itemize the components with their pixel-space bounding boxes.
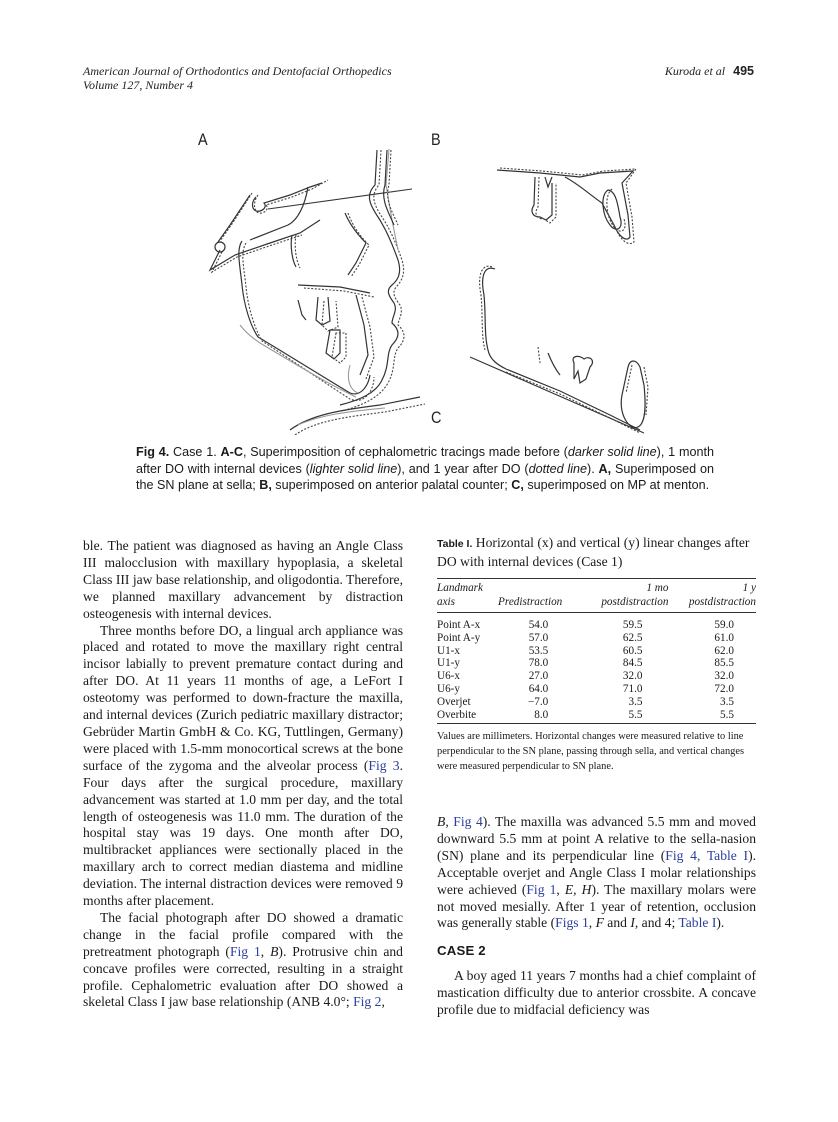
paragraph: Three months before DO, a lingual arch appliance was placed and rotated to move the maxillary right central incisor labially to prevent premature contact during and after DO. At 11 years 11 months of age, a LeFort I osteotomy was performed to down-fracture the maxilla, and internal devices (Zurich pediatric maxillary distractor; Gebrüder Martin GmbH & Co. KG, Tuttlingen, Germany) were placed with 1.5-mm monocortical screws at the bone surface of the zygoma and the alveolar process (Fig 3. Four days after the surgical procedure, maxillary advancement was started at 1.0 mm per day, and the total length of osteogenesis was 11.0 mm. The duration of the hospital stay was 19 days. One month after DO, multibracket appliances were sectionally placed in the maxillary arch to correct median diastema and midline deviation. The internal distraction devices were removed 9 months after placement. <box>83 622 403 909</box>
paragraph: ble. The patient was diagnosed as having an Angle Class III malocclusion with maxillary hypoplasia, a skeletal Class III jaw base relationship, and oligodontia. Therefore, we planned maxillary advancement by distraction osteogenesis with internal devices. <box>83 538 403 621</box>
panel-label-c: C <box>431 408 442 427</box>
header-1y: 1 y postdistraction <box>688 582 756 608</box>
fig2-link[interactable]: Fig 2 <box>353 994 382 1010</box>
table-row: U1-x 53.5 60.5 62.0 <box>437 644 734 657</box>
header-1mo: 1 mo postdistraction <box>601 582 669 608</box>
panel-label-b: B <box>431 130 441 149</box>
table1-link[interactable]: Table I <box>678 915 717 931</box>
fig4-link[interactable]: Fig 4 <box>453 814 483 829</box>
authors: Kuroda et al <box>664 64 726 78</box>
right-column <box>437 814 756 1019</box>
table-label: Table I. <box>437 538 473 550</box>
table-row: U6-x 27.0 32.0 32.0 <box>437 670 734 683</box>
table-title: Table I. Horizontal (x) and vertical (y) linear changes after DO with internal devices (Case 1) <box>437 535 750 569</box>
panel-c-tracing <box>440 255 700 435</box>
table-row: Point A-y 57.0 62.5 61.0 <box>437 631 734 644</box>
paragraph: The facial photograph after DO showed a dramatic change in the facial profile compared with the pretreatment photograph (Fig 1, B). Protrusive chin and concave profiles were corrected, resulting in a straight profile. Cephalometric evaluation after DO showed a skeletal Class I jaw base relationship (ANB 4.0°; Fig 2, <box>83 909 403 1010</box>
page-number: 495 <box>733 64 754 78</box>
journal-title: American Journal of Orthodontics and Dentofacial Orthopedics <box>83 64 392 78</box>
running-header-right <box>665 64 754 78</box>
table-row: Point A-x 54.0 59.5 59.0 <box>437 619 734 631</box>
header-landmark: Landmark axis <box>437 582 483 608</box>
figure-4 <box>180 125 700 435</box>
panel-a-tracing <box>180 125 430 435</box>
running-header-left <box>83 64 392 92</box>
journal-volume: Volume 127, Number 4 <box>83 78 193 92</box>
table-row: U6-y 64.0 71.0 72.0 <box>437 682 734 695</box>
table-row: Overjet −7.0 3.5 3.5 <box>437 695 734 708</box>
figs1-link[interactable]: Figs 1 <box>555 915 589 931</box>
caption-label: Fig 4. <box>136 445 170 459</box>
panel-b-tracing <box>440 125 700 275</box>
fig1-link[interactable]: Fig 1 <box>229 943 261 959</box>
table-row: U1-y 78.0 84.5 85.5 <box>437 657 734 670</box>
fig3-link[interactable]: Fig 3 <box>368 757 400 773</box>
header-predistraction: Predistraction <box>498 595 563 608</box>
figure-caption: Fig 4. Case 1. A-C, Superimposition of cephalometric tracings made before (darker solid line), 1 month after DO with internal devices (lighter solid line), and 1 year after DO (dotted line). A, Superimposed on the SN plane at sella; B, superimposed on anterior palatal counter; C, superimposed on MP at menton. <box>136 445 714 493</box>
paragraph: B, Fig 4). The maxilla was advanced 5.5 mm and moved downward 5.5 mm at point A relative to the sella-nasion (SN) plane and its perpendicular line (Fig 4, Table I). Acceptable overjet and Angle Class I molar relationships were achieved (Fig 1, E, H). The maxillary molars were not moved mesially. After 1 year of retention, occlusion was generally stable (Figs 1, F and I, and 4; Table I). <box>437 814 756 931</box>
section-heading-case-2: CASE 2 <box>437 943 486 959</box>
table-footnote: Values are millimeters. Horizontal changes were measured relative to line perpendicular to the SN plane, passing through sella, and vertical changes were measured perpendicular to SN plane. <box>437 731 745 773</box>
panel-label-a: A <box>198 130 208 149</box>
paragraph: A boy aged 11 years 7 months had a chief complaint of mastication difficulty due to anterior crossbite. A concave profile due to midfacial deficiency was <box>437 968 756 1018</box>
table-data <box>437 578 756 724</box>
fig4-table1-link[interactable]: Fig 4, Table I <box>665 847 749 863</box>
table-header-row <box>437 579 756 613</box>
table-1 <box>437 534 756 774</box>
fig1-link[interactable]: Fig 1 <box>526 881 557 897</box>
left-column <box>83 538 403 1011</box>
table-row: Overbite 8.0 5.5 5.5 <box>437 708 734 721</box>
